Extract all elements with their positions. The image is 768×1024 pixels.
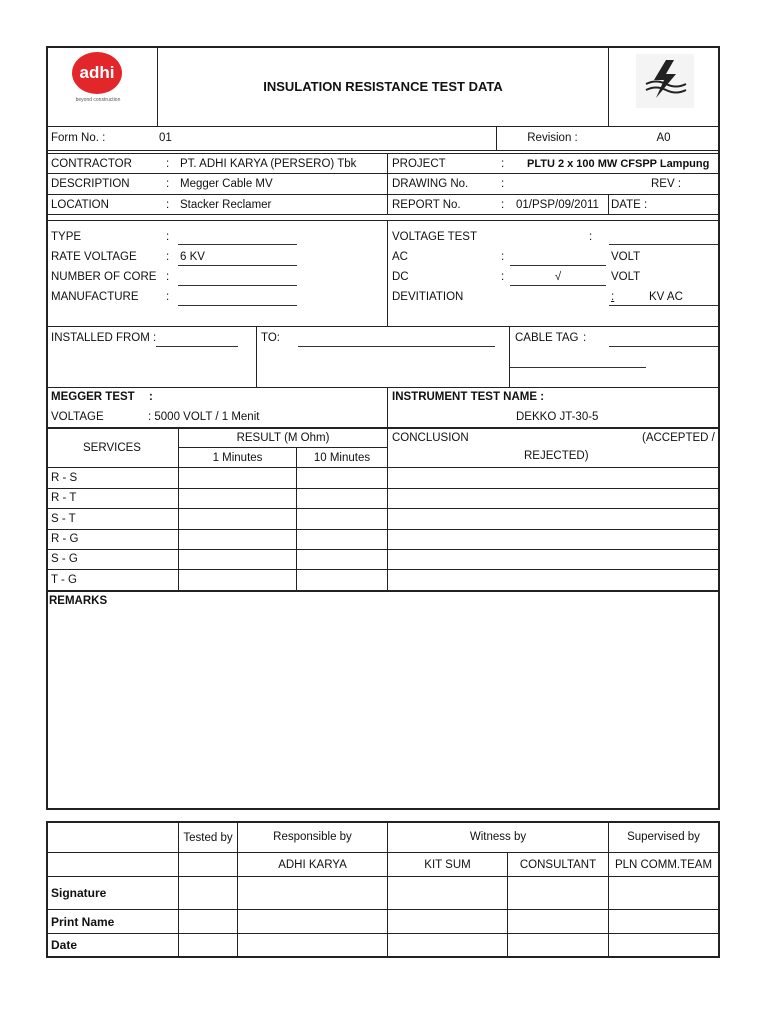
contractor-label: CONTRACTOR bbox=[51, 158, 132, 170]
colon: : bbox=[501, 199, 505, 211]
drawing-label: DRAWING No. bbox=[392, 178, 469, 190]
ac-label: AC bbox=[392, 251, 408, 263]
page-title: INSULATION RESISTANCE TEST DATA bbox=[263, 79, 503, 94]
report-value: 01/PSP/09/2011 bbox=[516, 199, 599, 211]
colon: : bbox=[166, 291, 170, 303]
rev-label: REV : bbox=[651, 178, 682, 190]
colon: : bbox=[149, 391, 153, 403]
date-row-label: Date bbox=[51, 938, 78, 952]
service-row-label: R - T bbox=[51, 492, 77, 504]
dc-value: √ bbox=[554, 271, 562, 283]
number-of-core-label: NUMBER OF CORE bbox=[51, 271, 157, 283]
colon: : bbox=[589, 231, 593, 243]
colon: : bbox=[583, 332, 587, 344]
service-row-label: T - G bbox=[51, 574, 77, 586]
responsible-by-header: Responsible by bbox=[273, 831, 352, 843]
cable-tag-label: CABLE TAG bbox=[515, 332, 579, 344]
colon: : bbox=[166, 251, 170, 263]
type-label: TYPE bbox=[51, 231, 82, 243]
colon: : bbox=[501, 271, 505, 283]
print-name-label: Print Name bbox=[51, 915, 115, 929]
supervised-by-header: Supervised by bbox=[627, 831, 700, 843]
adhi-karya-label: ADHI KARYA bbox=[278, 859, 347, 871]
form-no-value: 01 bbox=[159, 132, 172, 144]
location-value: Stacker Reclamer bbox=[180, 199, 272, 211]
to-label: TO: bbox=[261, 332, 280, 344]
description-value: Megger Cable MV bbox=[180, 178, 273, 190]
consultant-label: CONSULTANT bbox=[519, 859, 597, 871]
colon: : bbox=[166, 178, 170, 190]
megger-voltage-value: : 5000 VOLT / 1 Menit bbox=[148, 411, 260, 423]
service-row-label: S - T bbox=[51, 513, 76, 525]
megger-test-title: MEGGER TEST bbox=[51, 391, 135, 403]
remarks-label: REMARKS bbox=[49, 595, 108, 607]
witness-by-header: Witness by bbox=[469, 831, 527, 843]
result-header: RESULT (M Ohm) bbox=[236, 432, 330, 444]
dc-unit: VOLT bbox=[611, 271, 641, 283]
colon: : bbox=[501, 158, 505, 170]
rate-voltage-label: RATE VOLTAGE bbox=[51, 251, 137, 263]
rate-voltage-value: 6 KV bbox=[180, 251, 205, 263]
signature-label: Signature bbox=[51, 886, 107, 900]
tested-by-header: Tested by bbox=[183, 832, 233, 844]
instrument-label: INSTRUMENT TEST NAME : bbox=[392, 391, 545, 403]
adhi-logo bbox=[67, 52, 129, 108]
service-row-label: R - G bbox=[51, 533, 79, 545]
kit-sum-label: KIT SUM bbox=[424, 859, 471, 871]
instrument-value: DEKKO JT-30-5 bbox=[516, 411, 599, 423]
contractor-value: PT. ADHI KARYA (PERSERO) Tbk bbox=[180, 158, 357, 170]
colon: : bbox=[166, 158, 170, 170]
conclusion-header: CONCLUSION bbox=[392, 432, 469, 444]
installed-from-label: INSTALLED FROM : bbox=[51, 332, 157, 344]
adhi-logo-tagline: beyond construction bbox=[75, 97, 121, 103]
project-value: PLTU 2 x 100 MW CFSPP Lampung bbox=[527, 158, 710, 170]
services-header: SERVICES bbox=[83, 442, 141, 454]
revision-label: Revision : bbox=[527, 132, 578, 144]
description-label: DESCRIPTION bbox=[51, 178, 130, 190]
revision-value: A0 bbox=[656, 132, 671, 144]
colon: : bbox=[166, 231, 170, 243]
form-no-label: Form No. : bbox=[51, 132, 106, 144]
deviation-unit: KV AC bbox=[649, 291, 683, 303]
adhi-logo-text: adhi bbox=[79, 63, 115, 82]
accepted-text: (ACCEPTED / bbox=[642, 432, 715, 444]
dc-label: DC bbox=[392, 271, 409, 283]
report-label: REPORT No. bbox=[392, 199, 461, 211]
megger-voltage-label: VOLTAGE bbox=[51, 411, 104, 423]
service-row-label: S - G bbox=[51, 553, 78, 565]
service-row-label: R - S bbox=[51, 472, 78, 484]
manufacture-label: MANUFACTURE bbox=[51, 291, 139, 303]
colon: : bbox=[501, 178, 505, 190]
pln-team-label: PLN COMM.TEAM bbox=[614, 859, 713, 871]
deviation-label: DEVITIATION bbox=[392, 291, 464, 303]
col-10min-header: 10 Minutes bbox=[313, 452, 371, 464]
colon: : bbox=[166, 271, 170, 283]
date-label: DATE : bbox=[611, 199, 648, 211]
ac-unit: VOLT bbox=[611, 251, 641, 263]
location-label: LOCATION bbox=[51, 199, 109, 211]
rejected-text: REJECTED) bbox=[524, 450, 589, 462]
project-label: PROJECT bbox=[392, 158, 446, 170]
colon: : bbox=[166, 199, 170, 211]
voltage-test-label: VOLTAGE TEST bbox=[392, 231, 477, 243]
colon: : bbox=[611, 291, 615, 303]
col-1min-header: 1 Minutes bbox=[212, 452, 263, 464]
colon: : bbox=[501, 251, 505, 263]
pln-lightning-icon bbox=[636, 54, 694, 108]
